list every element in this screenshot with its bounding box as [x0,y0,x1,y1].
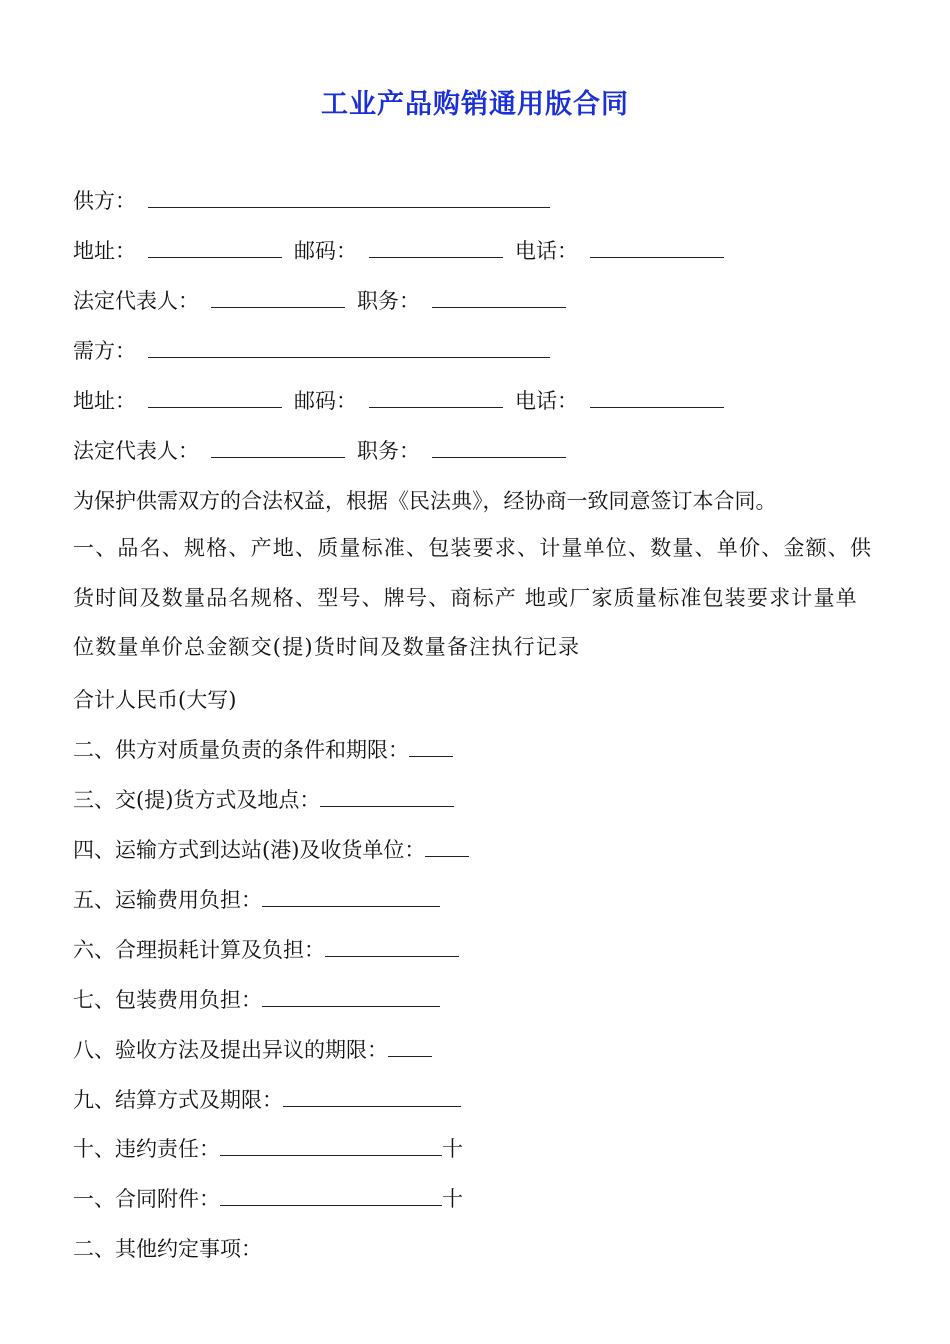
clause-11-blank[interactable] [220,1185,442,1206]
supplier-postcode-label: 邮码： [294,239,357,263]
supplier-line [73,186,550,216]
clause-10-blank[interactable] [220,1135,442,1156]
supplier-address-blank[interactable] [148,237,282,258]
supplier-position-label: 职务： [357,289,420,313]
supplier-phone-label: 电话： [515,239,578,263]
buyer-phone-label: 电话： [515,389,578,413]
buyer-legal-rep-label: 法定代表人： [73,439,199,463]
supplier-phone-blank[interactable] [590,237,724,258]
buyer-postcode-label: 邮码： [294,389,357,413]
clause-11-label: 一、合同附件： [73,1187,220,1211]
clause-2-blank[interactable] [409,736,453,757]
supplier-address-label: 地址： [73,239,136,263]
clause-9-line [73,1085,461,1115]
clause-2-label: 二、供方对质量负责的条件和期限： [73,738,409,762]
clause-10-label: 十、违约责任： [73,1137,220,1161]
buyer-position-blank[interactable] [432,437,566,458]
supplier-legal-rep-label: 法定代表人： [73,289,199,313]
supplier-name-blank[interactable] [148,187,550,208]
supplier-position-blank[interactable] [432,287,566,308]
clause-9-blank[interactable] [283,1086,461,1107]
supplier-rep-line [73,286,566,316]
buyer-line [73,336,550,366]
clause-6-line [73,935,459,965]
clause-8-line [73,1035,432,1065]
buyer-legal-rep-blank[interactable] [211,437,345,458]
clause-5-label: 五、运输费用负担： [73,888,262,912]
buyer-postcode-blank[interactable] [369,387,503,408]
supplier-contact-line [73,236,724,266]
clause-1-paragraph: 一、品名、规格、产地、质量标准、包装要求、计量单位、数量、单价、金额、供货时间及数量品名规格、型号、牌号、商标产 地或厂家质量标准包装要求计量单位数量单价总金额交(提)货时间及数量备注执行记录 [73,536,873,659]
clause-2-line [73,735,453,765]
clause-10-line [73,1134,463,1164]
buyer-position-label: 职务： [357,439,420,463]
clause-6-blank[interactable] [325,936,459,957]
clause-11-line [73,1184,463,1214]
clause-4-blank[interactable] [425,836,469,857]
clause-12-line: 二、其他约定事项： [73,1237,262,1261]
clause-6-label: 六、合理损耗计算及负担： [73,938,325,962]
clause-8-blank[interactable] [388,1036,432,1057]
supplier-label: 供方： [73,189,136,213]
buyer-rep-line [73,436,566,466]
document-title: 工业产品购销通用版合同 [321,89,629,120]
clause-5-blank[interactable] [262,886,440,907]
clause-3-blank[interactable] [320,786,454,807]
clause-7-label: 七、包装费用负担： [73,988,262,1012]
buyer-address-blank[interactable] [148,387,282,408]
clause-4-label: 四、运输方式到达站(港)及收货单位： [73,838,426,862]
clause-3-line [73,785,454,815]
buyer-label: 需方： [73,339,136,363]
buyer-address-label: 地址： [73,389,136,413]
clause-7-blank[interactable] [262,986,440,1007]
buyer-name-blank[interactable] [148,337,550,358]
supplier-legal-rep-blank[interactable] [211,287,345,308]
total-rmb-line: 合计人民币(大写) [73,688,237,712]
buyer-phone-blank[interactable] [590,387,724,408]
buyer-contact-line [73,386,724,416]
clause-9-label: 九、结算方式及期限： [73,1088,283,1112]
clause-5-line [73,885,440,915]
clause-8-label: 八、验收方法及提出异议的期限： [73,1038,388,1062]
clause-10-tail: 十 [442,1137,463,1161]
supplier-postcode-blank[interactable] [369,237,503,258]
clause-7-line [73,985,440,1015]
clause-11-tail: 十 [442,1187,463,1211]
intro-paragraph: 为保护供需双方的合法权益，根据《民法典》，经协商一致同意签订本合同。 [73,489,777,513]
clause-4-line [73,835,469,865]
clause-3-label: 三、交(提)货方式及地点： [73,788,321,812]
